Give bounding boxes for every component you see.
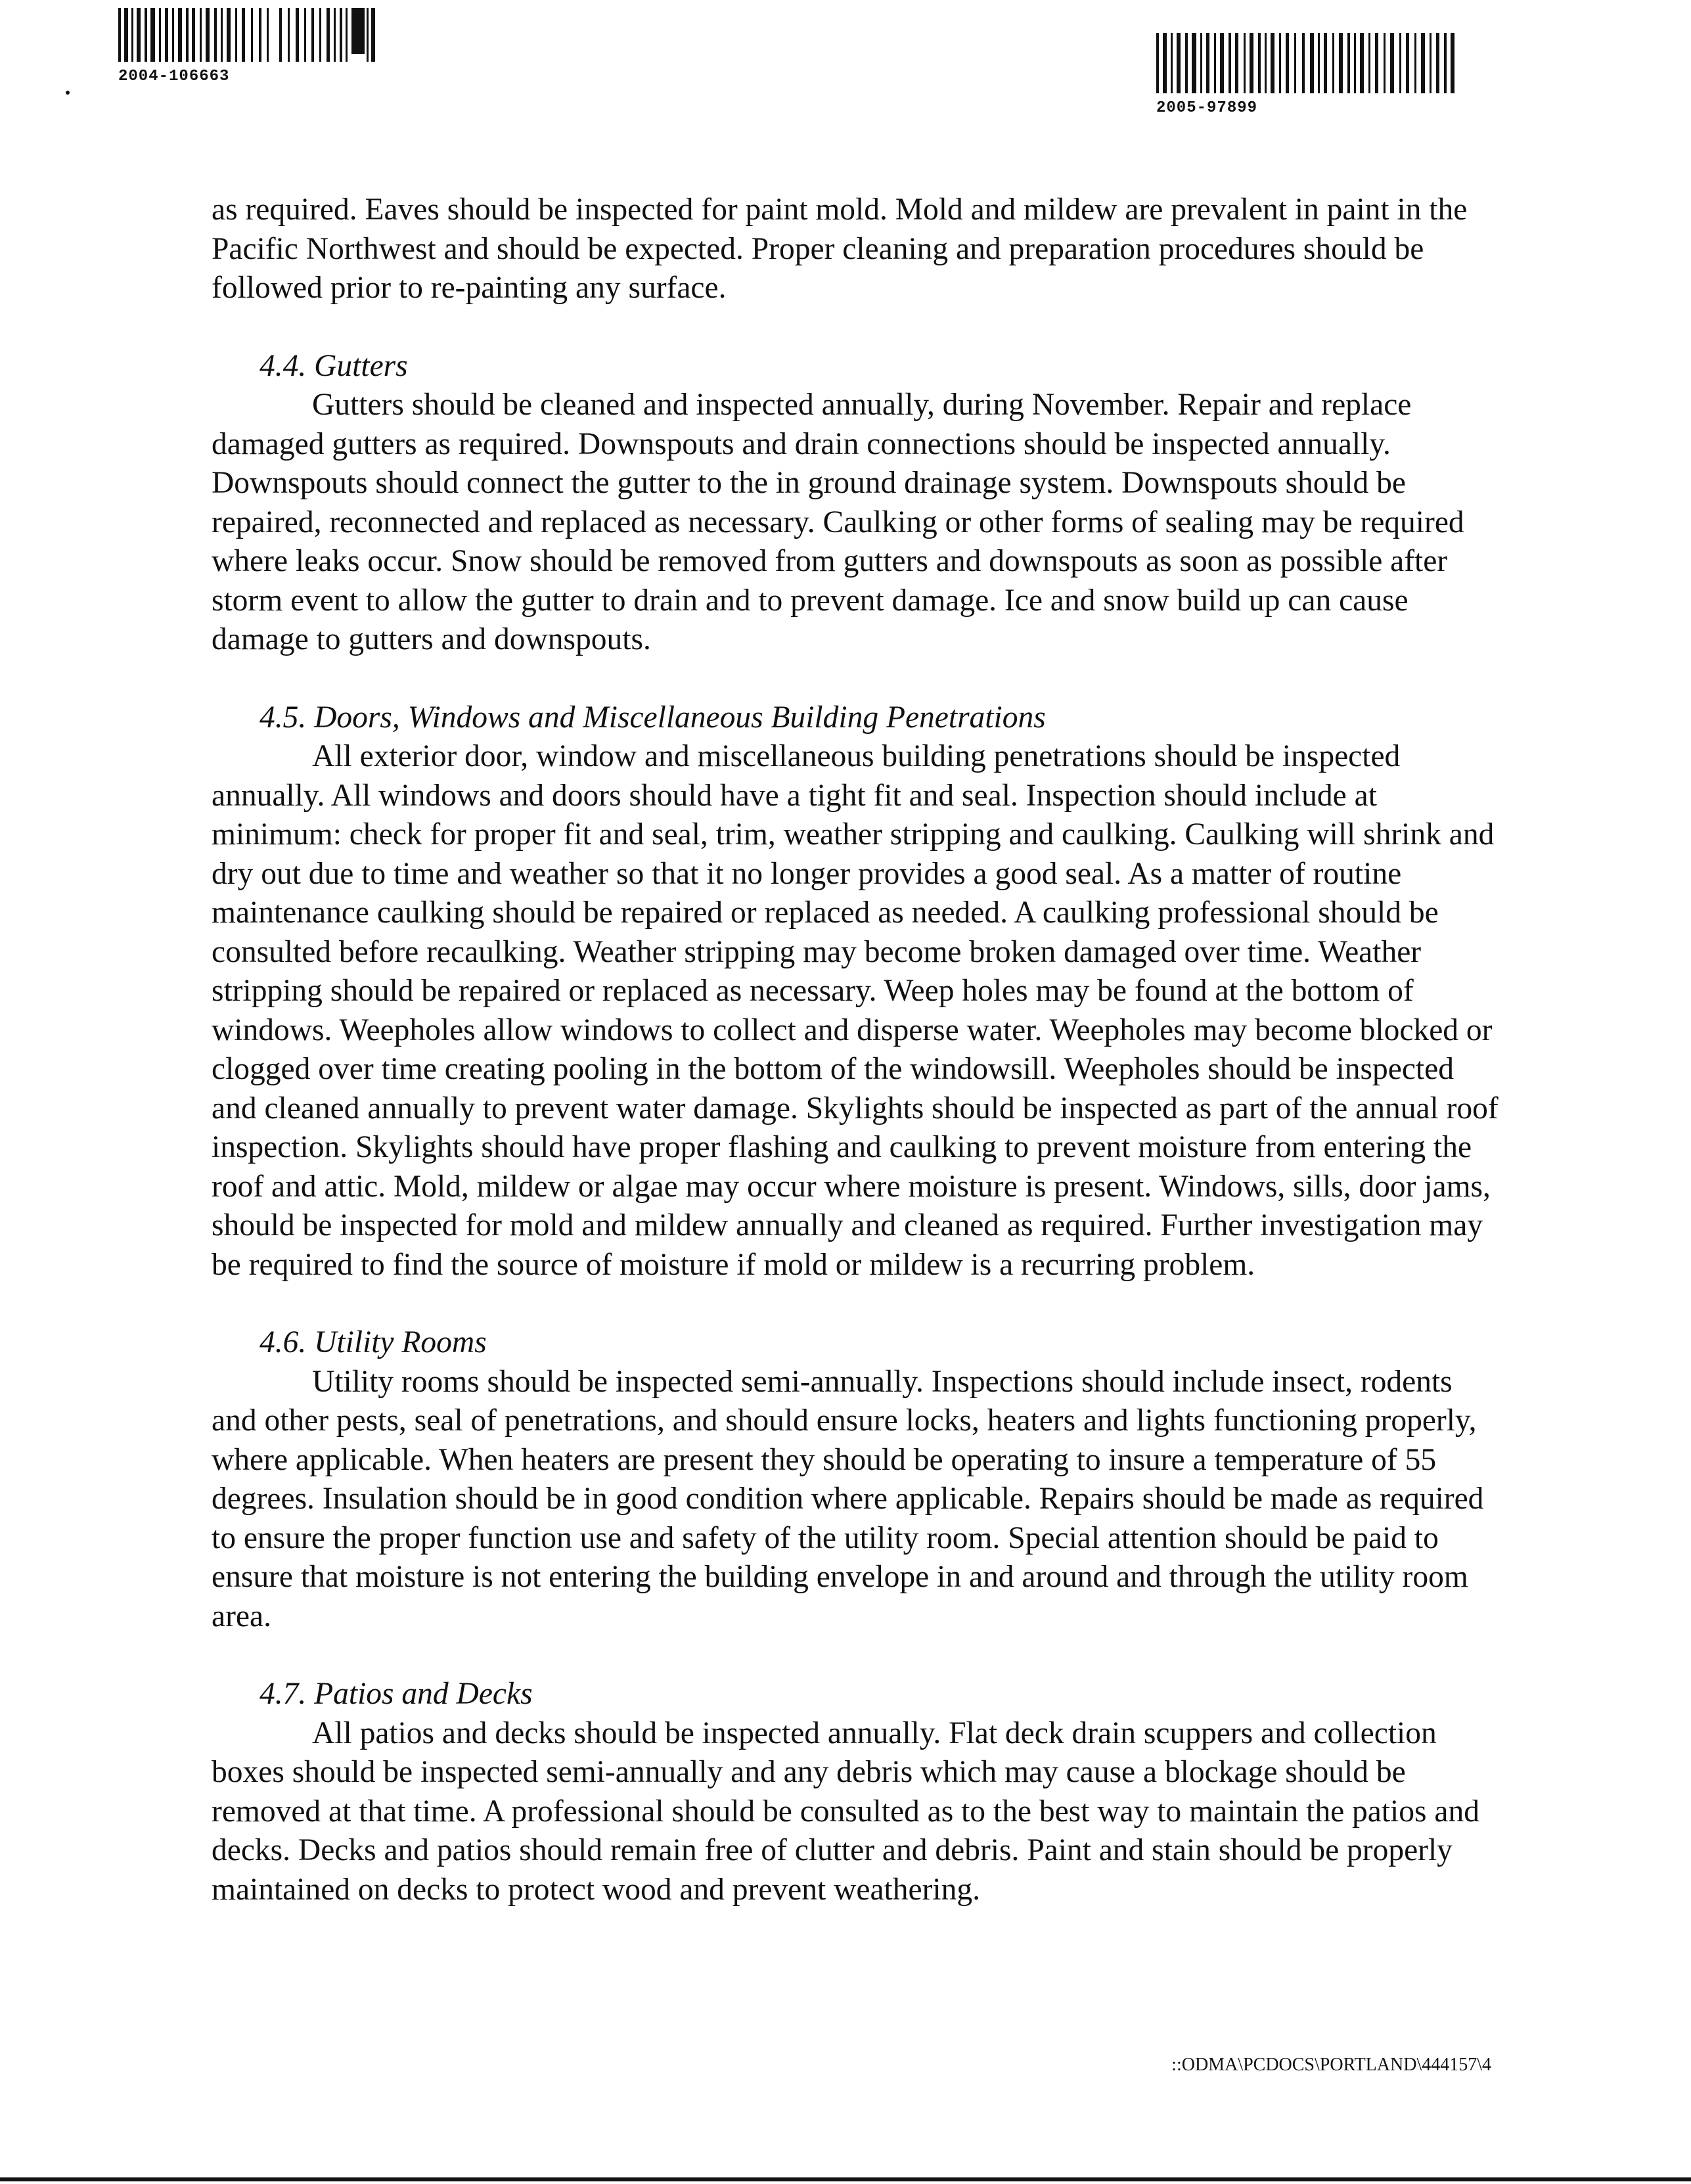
section-heading: 4.7. Patios and Decks [259,1677,533,1711]
section-body: All exterior door, window and miscellaneous building penetrations should be inspected annually. All windows and doors should have a tight fit and seal. Inspection should include at minimum: check for proper fit and seal, trim, weather stripping and caulking. Caulking will shrink and dry out due to time and weather so that it no longer provides a good seal. As a matter of routine maintenance caulking should be repaired or replaced as needed. A caulking professional should be consulted before recaulking. Weather stripping may become broken damaged over time. Weather stripping should be repaired or replaced as necessary. Weep holes may be found at the bottom of windows. Weepholes allow windows to collect and disperse water. Weepholes may become blocked or clogged over time creating pooling in the bottom of the windowsill. Weepholes should be inspected and cleaned annually to prevent water damage. Skylights should be inspected as part of the annual roof inspection. Skylights should have proper flashing and caulking to prevent moisture from entering the roof and attic. Mold, mildew or algae may occur where moisture is present. Windows, sills, door jams, should be inspected for mold and mildew annually and cleaned as required. Further investigation may be required to find the source of moisture if mold or mildew is a recurring problem. [212,739,1499,1282]
barcode-left-graphic [118,8,414,62]
scan-edge-line [0,2177,1691,2181]
section-heading: 4.6. Utility Rooms [259,1325,487,1359]
section-heading: 4.4. Gutters [259,348,408,383]
section-gutters [212,347,1499,660]
section-body: Gutters should be cleaned and inspected annually, during November. Repair and replace damaged gutters as required. Downspouts and drain connections should be inspected annually. Downspouts should connect the gutter to the in ground drainage system. Downspouts should be repaired, reconnected and replaced as necessary. Caulking or other forms of sealing may be required where leaks occur. Snow should be removed from gutters and downspouts as soon as possible after storm event to allow the gutter to drain and to prevent damage. Ice and snow build up can cause damage to gutters and downspouts. [212,388,1464,656]
scan-mark [66,91,70,95]
section-body: All patios and decks should be inspected annually. Flat deck drain scuppers and collection boxes should be inspected semi-annually and any debris which may cause a blockage should be removed at that time. A professional should be consulted as to the best way to maintain the patios and decks. Decks and patios should remain free of clutter and debris. Paint and stain should be properly maintained on decks to protect wood and prevent weathering. [212,1716,1479,1907]
section-patios-decks [212,1675,1499,1909]
barcode-left-number: 2004-106663 [118,68,230,85]
barcode-right-number: 2005-97899 [1156,99,1258,117]
intro-paragraph: as required. Eaves should be inspected for paint mold. Mold and mildew are prevalent in paint in the Pacific Northwest and should be expected. Proper cleaning and preparation procedures should be followed prior to re-painting any surface. [212,193,1468,305]
document-path-footer: ::ODMA\PCDOCS\PORTLAND\444157\4 [1171,2055,1491,2075]
barcode-right [1156,33,1458,117]
section-utility-rooms [212,1323,1499,1636]
section-body: Utility rooms should be inspected semi-annually. Inspections should include insect, rodents and other pests, seal of penetrations, and should ensure locks, heaters and lights functioning properly, where applicable. When heaters are present they should be operating to insure a temperature of 55 degrees. Insulation should be in good condition where applicable. Repairs should be made as required to ensure the proper function use and safety of the utility room. Special attention should be paid to ensure that moisture is not entering the building envelope in and around and through the utility room area. [212,1364,1484,1633]
document-body [212,191,1499,1909]
section-heading: 4.5. Doors, Windows and Miscellaneous Building Penetrations [259,700,1046,735]
barcode-left [118,8,414,85]
section-doors-windows [212,698,1499,1285]
barcode-right-graphic [1156,33,1458,93]
